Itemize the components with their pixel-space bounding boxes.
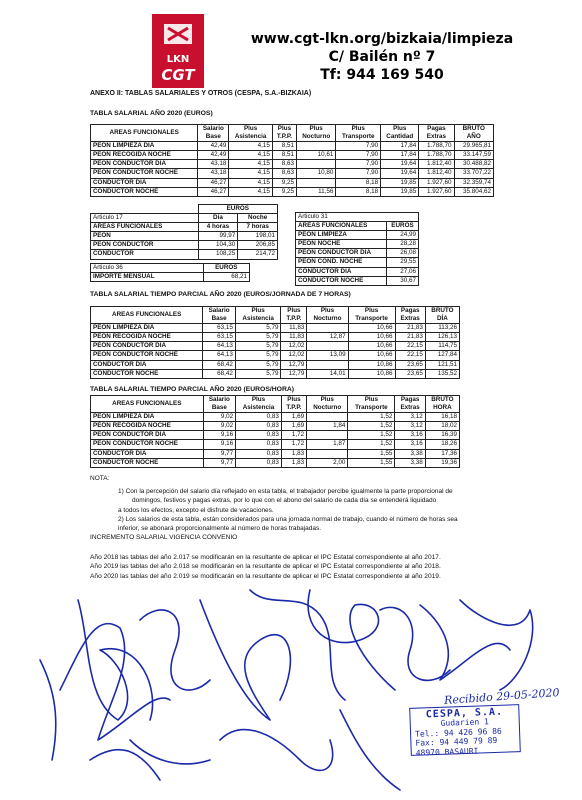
table3-cell: 0,83 xyxy=(236,440,282,449)
table1-cell: 4,15 xyxy=(229,187,273,196)
art17-cell: 206,85 xyxy=(238,241,278,250)
table2-cell: PEON RECOGIDA NOCHE xyxy=(91,333,203,342)
stamp-city: 48970 BASAURI xyxy=(415,746,479,758)
table3-title: TABLA SALARIAL TIEMPO PARCIAL AÑO 2020 (EUROS/HORA) xyxy=(90,386,295,393)
incremento-title: INCREMENTO SALARIAL VIGENCIA CONVENIO xyxy=(90,534,238,541)
table1-cell: 7,90 xyxy=(336,142,381,151)
table1-cell: 7,90 xyxy=(336,169,381,178)
table1-cell: 43,18 xyxy=(198,160,229,169)
table3-header-2: Plus Asistencia xyxy=(236,396,282,413)
table3-cell: PEON LIMPIEZA DIA xyxy=(91,413,204,422)
art31-cell: PEON CONDUCTOR DIA xyxy=(296,249,387,258)
art31-unit: EUROS xyxy=(387,222,419,231)
table2-cell: 11,83 xyxy=(281,333,307,342)
table2-cell: 21,83 xyxy=(395,324,425,333)
table2-cell: 113,26 xyxy=(425,324,459,333)
table1-cell: CONDUCTOR NOCHE xyxy=(91,187,198,196)
art17-cell: CONDUCTOR xyxy=(91,250,199,259)
table2-cell: 126,13 xyxy=(425,333,459,342)
company-stamp xyxy=(409,704,521,756)
table1-cell: 4,15 xyxy=(229,151,273,160)
table1-cell: 30.488,82 xyxy=(454,160,493,169)
table3-cell: PEON CONDUCTOR DIA xyxy=(91,431,204,440)
art17-cell: 99,97 xyxy=(198,232,238,241)
table2-cell: 64,13 xyxy=(203,351,235,360)
table2-cell: 68,42 xyxy=(203,369,235,378)
art31-cell: 24,99 xyxy=(387,231,419,240)
table3-cell: 1,87 xyxy=(307,440,348,449)
table2-cell: 12,79 xyxy=(281,369,307,378)
table3-cell: 17,36 xyxy=(425,449,459,458)
table2-cell: 14,01 xyxy=(307,369,348,378)
art31-cell: 27,06 xyxy=(387,267,419,276)
table1-cell: 4,15 xyxy=(229,178,273,187)
art31-cell: PEON LIMPIEZA xyxy=(296,231,387,240)
table1-cell: 9,25 xyxy=(272,187,296,196)
table1-cell: 4,15 xyxy=(229,142,273,151)
art31-cell: CONDUCTOR NOCHE xyxy=(296,276,387,285)
table3-cell: 2,00 xyxy=(307,458,348,467)
table2-cell: 21,83 xyxy=(395,333,425,342)
art36-title: Articulo 36 xyxy=(91,264,204,273)
table1-cell: 19,64 xyxy=(381,169,419,178)
art17-sub-noche: 7 horas xyxy=(238,223,278,232)
table2-cell: PEON LIMPIEZA DIA xyxy=(91,324,203,333)
table3-cell: 18,26 xyxy=(425,440,459,449)
table2-cell: 11,83 xyxy=(281,324,307,333)
art31-title: Articulo 31 xyxy=(296,213,419,222)
table3-cell: 0,83 xyxy=(236,449,282,458)
table3-cell: 0,83 xyxy=(236,422,282,431)
table1-cell: 8,63 xyxy=(272,169,296,178)
table3-cell: 9,02 xyxy=(203,422,236,431)
art17-cell: 108,25 xyxy=(198,250,238,259)
art17-sub-dia: 4 horas xyxy=(198,223,238,232)
anexo-title: ANEXO II: TABLAS SALARIALES Y OTROS (CESPA, S.A.-BIZKAIA) xyxy=(90,90,312,97)
art17-title: Articulo 17 xyxy=(91,214,199,223)
nota-line-3: a todos los efectos, excepto el disfrute de vacaciones. xyxy=(118,506,274,514)
header-phone: Tf: 944 169 540 xyxy=(320,67,444,83)
art36-label: IMPORTE MENSUAL xyxy=(91,273,204,282)
table2-cell: 12,02 xyxy=(281,342,307,351)
table2-cell: 10,66 xyxy=(348,342,395,351)
table3-header-7: BRUTO HORA xyxy=(425,396,459,413)
table2-cell: 12,87 xyxy=(307,333,348,342)
header-address: C/ Bailén nº 7 xyxy=(328,49,436,65)
art17-sub-label: AREAS FUNCIONALES xyxy=(91,223,199,232)
table1-cell: 29.965,81 xyxy=(454,142,493,151)
table3-cell: 0,83 xyxy=(236,458,282,467)
table3-cell: 19,36 xyxy=(425,458,459,467)
table3-cell: 1,72 xyxy=(281,440,306,449)
table2-header-7: BRUTO DÍA xyxy=(425,307,459,324)
table2-cell: PEON CONDUCTOR NOCHE xyxy=(91,351,203,360)
table1-cell: 8,18 xyxy=(336,187,381,196)
incremento-2018: Año 2018 las tablas del año 2.017 se modificarán en la resultante de aplicar el IPC Estatal correspondiente al año 2017. xyxy=(90,553,441,561)
table2-header-6: Pagas Extras xyxy=(395,307,425,324)
table3-cell: 0,83 xyxy=(236,413,282,422)
table1-cell: 10,61 xyxy=(297,151,336,160)
table2-title: TABLA SALARIAL TIEMPO PARCIAL AÑO 2020 (EUROS/JORNADA DE 7 HORAS) xyxy=(90,291,351,298)
art31-cell: 28,28 xyxy=(387,240,419,249)
table1-cell: 17,84 xyxy=(381,151,419,160)
table3-cell: 3,38 xyxy=(395,458,425,467)
table3-cell: 1,52 xyxy=(348,431,395,440)
table3-header-0: AREAS FUNCIONALES xyxy=(91,396,204,413)
table2-cell: 5,79 xyxy=(235,324,281,333)
table1-header-0: AREAS FUNCIONALES xyxy=(91,125,198,142)
table2-cell: 22,15 xyxy=(395,351,425,360)
table1-cell: 7,90 xyxy=(336,160,381,169)
stamp-company: CESPA, S.A. xyxy=(425,706,504,721)
table1-cell: 1.788,70 xyxy=(419,142,454,151)
table1-cell: 4,15 xyxy=(229,160,273,169)
table1-cell: 35.804,62 xyxy=(454,187,493,196)
table1-cell: 43,18 xyxy=(198,169,229,178)
table1-cell: 33.707,22 xyxy=(454,169,493,178)
table3-cell: CONDUCTOR NOCHE xyxy=(91,458,204,467)
table2-cell: 135,52 xyxy=(425,369,459,378)
table3-cell: 1,55 xyxy=(348,458,395,467)
table1-cell: 42,49 xyxy=(198,151,229,160)
table3-cell: 1,52 xyxy=(348,413,395,422)
table1-cell: 1.812,40 xyxy=(419,169,454,178)
table3-cell: 9,16 xyxy=(203,440,236,449)
table1-cell: 1.788,70 xyxy=(419,151,454,160)
table3-cell: 3,12 xyxy=(395,413,425,422)
art31-cell: PEON NOCHE xyxy=(296,240,387,249)
table2-cell: 68,42 xyxy=(203,360,235,369)
table1-cell: 8,18 xyxy=(336,178,381,187)
art31-sub-label: AREAS FUNCIONALES xyxy=(296,222,387,231)
table3-cell: 3,38 xyxy=(395,449,425,458)
table1-header-1: Salario Base xyxy=(198,125,229,142)
table2-header-0: AREAS FUNCIONALES xyxy=(91,307,203,324)
nota-line-4: 2) Los salarios de esta tabla, están considerados para una jornada normal de trabajo, cuando el número de horas sea xyxy=(118,515,458,523)
art31-cell: CONDUCTOR DIA xyxy=(296,267,387,276)
table2-cell: 22,15 xyxy=(395,342,425,351)
table3-cell: 16,39 xyxy=(425,431,459,440)
table1-cell: 19,85 xyxy=(381,178,419,187)
art17-noche: Noche xyxy=(238,214,278,223)
table1-cell: 7,90 xyxy=(336,151,381,160)
table1-cell: PEON RECOGIDA NOCHE xyxy=(91,151,198,160)
table2-cell: 12,79 xyxy=(281,360,307,369)
table3-cell: 1,55 xyxy=(348,449,395,458)
table1-header-4: Plus Nocturno xyxy=(297,125,336,142)
table2-cell: 5,79 xyxy=(235,351,281,360)
table1-cell: 1.927,60 xyxy=(419,178,454,187)
table2-cell: 121,51 xyxy=(425,360,459,369)
art36-value: 68,21 xyxy=(203,273,249,282)
table1-header-6: Plus Cantidad xyxy=(381,125,419,142)
table1-header-7: Pagas Extras xyxy=(419,125,454,142)
svg-text:LKN: LKN xyxy=(166,54,190,65)
table3-cell: 9,02 xyxy=(203,413,236,422)
table1-cell: 19,64 xyxy=(381,160,419,169)
table1-cell: 9,25 xyxy=(272,178,296,187)
table2-cell: 5,79 xyxy=(235,369,281,378)
table2-cell: 23,65 xyxy=(395,360,425,369)
table1-cell: PEON CONDUCTOR DIA xyxy=(91,160,198,169)
table2-cell: 10,86 xyxy=(348,360,395,369)
table2-cell: 127,84 xyxy=(425,351,459,360)
table3-header-4: Plus Nocturno xyxy=(307,396,348,413)
table3-cell: 3,16 xyxy=(395,440,425,449)
table1-cell: 4,15 xyxy=(229,169,273,178)
table2-cell: 64,13 xyxy=(203,342,235,351)
table1-cell: 11,56 xyxy=(297,187,336,196)
table1-header-2: Plus Asistencia xyxy=(229,125,273,142)
header-url[interactable]: www.cgt-lkn.org/bizkaia/limpieza xyxy=(250,31,514,47)
table2-header-5: Plus Transporte xyxy=(348,307,395,324)
table3-cell: 9,16 xyxy=(203,431,236,440)
incremento-2019: Año 2019 las tablas del año 2.018 se modificarán en la resultante de aplicar el IPC Estatal correspondiente al año 2018. xyxy=(90,563,441,570)
art17-cell: PEÓN xyxy=(91,232,199,241)
table3-header-3: Plus T.P.P. xyxy=(281,396,306,413)
table1-cell: 1.812,40 xyxy=(419,160,454,169)
table3-cell: 3,16 xyxy=(395,431,425,440)
art31-cell: 26,08 xyxy=(387,249,419,258)
table1-cell: 10,80 xyxy=(297,169,336,178)
table2-cell: CONDUCTOR DIA xyxy=(91,360,203,369)
table3-cell: PEON CONDUCTOR NOCHE xyxy=(91,440,204,449)
table3-cell: 0,83 xyxy=(236,431,282,440)
svg-text:CGT: CGT xyxy=(161,66,195,84)
table1-cell: 8,63 xyxy=(272,160,296,169)
table3-header-1: Salario Base xyxy=(203,396,236,413)
table3-cell: 16,18 xyxy=(425,413,459,422)
art36-unit: EUROS xyxy=(203,264,249,273)
nota-line-2: domingos, festivos y pagas extras, por lo que con el abono del salario de cada día se entenderá liquidado xyxy=(132,497,437,505)
table2-header-2: Plus Asistencia xyxy=(235,307,281,324)
table2-cell: 10,86 xyxy=(348,369,395,378)
table1-header-8: BRUTO AÑO xyxy=(454,125,493,142)
table2-cell: 114,75 xyxy=(425,342,459,351)
table1-cell: 33.147,59 xyxy=(454,151,493,160)
table2-cell: 10,66 xyxy=(348,324,395,333)
table2-cell: 63,15 xyxy=(203,324,235,333)
table2-cell: CONDUCTOR NOCHE xyxy=(91,369,203,378)
table1-cell: 17,84 xyxy=(381,142,419,151)
table2-cell: PEON CONDUCTOR DIA xyxy=(91,342,203,351)
table3-cell: CONDUCTOR DIA xyxy=(91,449,204,458)
nota-line-5: inferior, se abonará proporcionalmente al número de horas trabajadas. xyxy=(118,525,322,533)
table3-cell: 9,77 xyxy=(203,449,236,458)
art31-cell: 30,67 xyxy=(387,276,419,285)
stamp-street: Gudarien 1 xyxy=(440,717,489,729)
table3-cell: PEON RECOGIDA NOCHE xyxy=(91,422,204,431)
table3-header-6: Pagas Extras xyxy=(395,396,425,413)
art17-euros: EUROS xyxy=(198,205,277,214)
table2-header-4: Plus Nocturno xyxy=(307,307,348,324)
table3-cell: 1,84 xyxy=(307,422,348,431)
table2-cell: 5,79 xyxy=(235,342,281,351)
art17-cell: 198,01 xyxy=(238,232,278,241)
art17-dia: Dia xyxy=(198,214,238,223)
table1-header-3: Plus T.P.P. xyxy=(272,125,296,142)
table1-cell: 42,49 xyxy=(198,142,229,151)
table2-cell: 5,79 xyxy=(235,360,281,369)
table2-cell: 23,65 xyxy=(395,369,425,378)
table3-cell: 18,02 xyxy=(425,422,459,431)
stamp-tel: Tel.: 94 426 96 86 xyxy=(414,726,502,739)
table1-cell: 19,85 xyxy=(381,187,419,196)
table1-cell: 46,27 xyxy=(198,187,229,196)
table1-cell: 8,51 xyxy=(272,151,296,160)
received-date-handwritten: Recibido 29-05-2020 xyxy=(443,685,560,708)
table2-cell: 13,09 xyxy=(307,351,348,360)
table2-header-3: Plus T.P.P. xyxy=(281,307,307,324)
table3-cell: 1,69 xyxy=(281,422,306,431)
table3-cell: 3,12 xyxy=(395,422,425,431)
nota-line-1: 1) Con la percepción del salario día reflejado en esta tabla, el trabajador percibe igualmente la parte proporcional de xyxy=(118,488,453,496)
table1-header-5: Plus Transporte xyxy=(336,125,381,142)
table1-cell: PEON LIMPIEZA DIA xyxy=(91,142,198,151)
table3-cell: 1,72 xyxy=(281,431,306,440)
table2-cell: 12,02 xyxy=(281,351,307,360)
art31-cell: PEON COND. NOCHE xyxy=(296,258,387,267)
art17-cell: 214,72 xyxy=(238,250,278,259)
table2-header-1: Salario Base xyxy=(203,307,235,324)
table1-cell: 46,27 xyxy=(198,178,229,187)
table2-cell: 5,79 xyxy=(235,333,281,342)
table1-cell: 8,51 xyxy=(272,142,296,151)
art31-cell: 29,55 xyxy=(387,258,419,267)
table3-header-5: Plus Transporte xyxy=(348,396,395,413)
nota-label: NOTA: xyxy=(90,475,110,482)
table3-cell: 1,83 xyxy=(281,449,306,458)
table1-title: TABLA SALARIAL AÑO 2020 (EUROS) xyxy=(90,110,213,117)
table3-cell: 1,83 xyxy=(281,458,306,467)
table1-cell: CONDUCTOR DIA xyxy=(91,178,198,187)
table3-cell: 1,52 xyxy=(348,422,395,431)
table1-cell: 1.927,60 xyxy=(419,187,454,196)
table1-cell: 32.359,74 xyxy=(454,178,493,187)
table2-cell: 10,66 xyxy=(348,333,395,342)
table3-cell: 1,69 xyxy=(281,413,306,422)
art17-cell: 104,30 xyxy=(198,241,238,250)
table2-cell: 10,66 xyxy=(348,351,395,360)
table1-cell: PEON CONDUCTOR NOCHE xyxy=(91,169,198,178)
stamp-fax: Fax: 94 449 79 89 xyxy=(415,736,498,748)
table3-cell: 1,52 xyxy=(348,440,395,449)
table3-cell: 9,77 xyxy=(203,458,236,467)
art17-cell: PEON CONDUCTOR xyxy=(91,241,199,250)
incremento-2020: Año 2020 las tablas del año 2.019 se modificarán en la resultante de aplicar el IPC Estatal correspondiente al año 2019. xyxy=(90,572,441,580)
table2-cell: 63,15 xyxy=(203,333,235,342)
